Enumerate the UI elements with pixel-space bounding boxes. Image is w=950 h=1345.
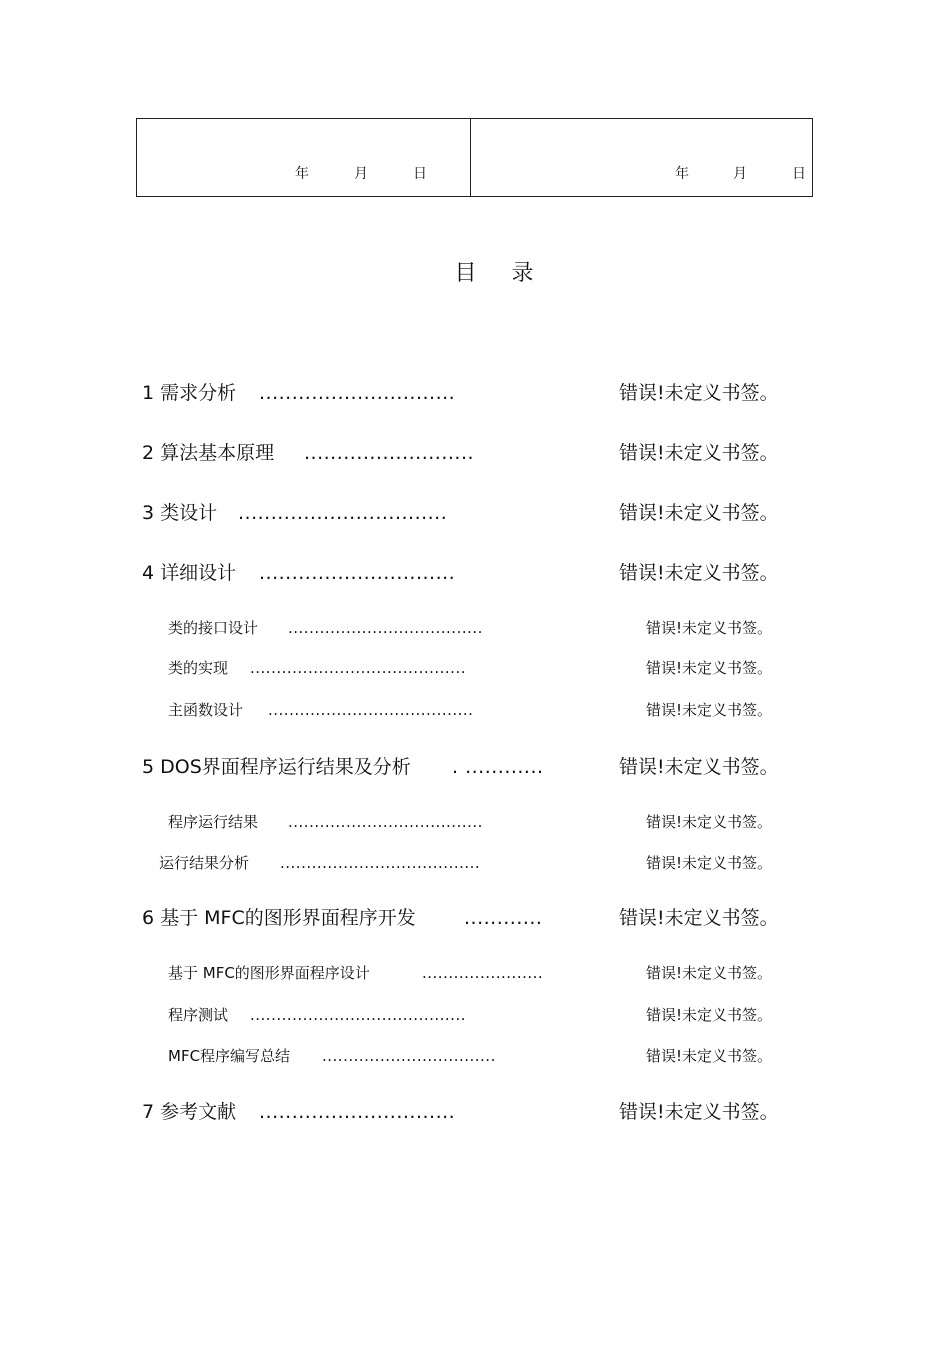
toc-page-ref: 错误!未定义书签。 (646, 854, 773, 872)
toc-page-ref: 错误!未定义书签。 (646, 619, 773, 637)
toc-entry-label: 程序测试 (168, 1006, 229, 1024)
toc-page-ref: 错误!未定义书签。 (646, 813, 773, 831)
toc-entry-label: 2 算法基本原理 (142, 442, 275, 464)
toc-entry-label: 1 需求分析 (142, 382, 237, 404)
toc-leader-dots: ......................................... (250, 659, 466, 677)
toc-entry-label: 5 DOS界面程序运行结果及分析 (142, 756, 411, 778)
toc-entry-label: MFC程序编写总结 (168, 1047, 291, 1065)
toc-page-ref: 错误!未定义书签。 (646, 659, 773, 677)
toc-entry-label: 类的实现 (168, 659, 229, 677)
toc-leader-dots: ................................ (238, 502, 448, 524)
toc-leader-dots: ...................................... (280, 854, 481, 872)
toc-entry-label: 运行结果分析 (159, 854, 250, 872)
toc-leader-dots: ..................................... (288, 619, 483, 637)
toc-leader-dots: . ............ (452, 756, 544, 778)
toc-page-ref: 错误!未定义书签。 (619, 1101, 779, 1123)
signature-cell-right (471, 119, 812, 196)
toc-entry-label: 主函数设计 (168, 701, 244, 719)
toc-entry-label: 基于 MFC的图形界面程序设计 (168, 964, 370, 982)
toc-title: 目 录 (454, 261, 548, 286)
year-label: 年 (295, 166, 309, 182)
signature-cell-left (137, 119, 471, 196)
day-label: 日 (413, 166, 427, 182)
year-label: 年 (675, 166, 689, 182)
toc-leader-dots: ..................................... (288, 813, 483, 831)
toc-page-ref: 错误!未定义书签。 (619, 502, 779, 524)
toc-entry-label: 3 类设计 (142, 502, 218, 524)
toc-leader-dots: .......................... (304, 442, 475, 464)
toc-leader-dots: ....................... (422, 964, 544, 982)
toc-leader-dots: ................................. (322, 1047, 496, 1065)
toc-entry-label: 4 详细设计 (142, 562, 237, 584)
toc-entry-label: 类的接口设计 (168, 619, 259, 637)
toc-entry-label: 程序运行结果 (168, 813, 259, 831)
signature-date-table (136, 118, 813, 197)
toc-page-ref: 错误!未定义书签。 (646, 1006, 773, 1024)
month-label: 月 (354, 166, 368, 182)
toc-page-ref: 错误!未定义书签。 (619, 382, 779, 404)
toc-page-ref: 错误!未定义书签。 (619, 756, 779, 778)
toc-page-ref: 错误!未定义书签。 (646, 964, 773, 982)
toc-leader-dots: ......................................... (250, 1006, 466, 1024)
toc-page-ref: 错误!未定义书签。 (646, 1047, 773, 1065)
month-label: 月 (733, 166, 747, 182)
toc-leader-dots: ............ (464, 907, 543, 929)
toc-page-ref: 错误!未定义书签。 (619, 907, 779, 929)
toc-leader-dots: .............................. (259, 562, 456, 584)
toc-page-ref: 错误!未定义书签。 (619, 442, 779, 464)
toc-entry-label: 7 参考文献 (142, 1101, 237, 1123)
toc-leader-dots: .............................. (259, 382, 456, 404)
toc-entry-label: 6 基于 MFC的图形界面程序开发 (142, 907, 416, 929)
toc-leader-dots: ....................................... (268, 701, 474, 719)
toc-page-ref: 错误!未定义书签。 (646, 701, 773, 719)
day-label: 日 (792, 166, 806, 182)
toc-leader-dots: .............................. (259, 1101, 456, 1123)
toc-page-ref: 错误!未定义书签。 (619, 562, 779, 584)
